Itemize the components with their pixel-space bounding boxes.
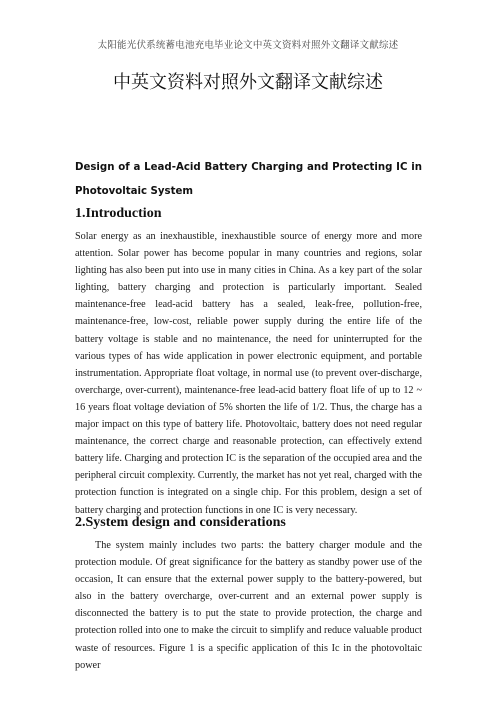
section-paragraph-system-design: The system mainly includes two parts: the battery charger module and the protection module. Of great significance for the battery as standby power use of the occasion, It can ensure that the external power supply to the battery-powered, but also in the battery overcharge, over-current and an external power supply is disconnected the battery is to put the state to provide protection, the charge and protection rolled into one to make the circuit to simplify and reduce valuable product waste of resources. Figure 1 is a specific application of this Ic in the photovoltaic power [75,540,422,671]
section-paragraph-introduction: Solar energy as an inexhaustible, inexhaustible source of energy more and more attention. Solar power has become popular in many countries and regions, solar lighting has also been put into use in many cities in China. As a key part of the solar lighting, battery charging and protection is particularly important. Sealed maintenance-free lead-acid battery has a sealed, leak-free, pollution-free, maintenance-free, low-cost, reliable power supply during the entire life of the battery voltage is stable and no maintenance, the need for uninterrupted for the various types of has wide application in power electronic equipment, and portable instrumentation. Appropriate float voltage, in normal use (to prevent over-discharge, overcharge, over-current), maintenance-free lead-acid battery float life of up to 12 ~ 16 years float voltage deviation of 5% shorten the life of 1/2. Thus, the charge has a major impact on this type of battery life. Photovoltaic, battery does not need regular maintenance, the correct charge and reasonable protection, can effectively extend battery life. Charging and protection IC is the separation of the occupied area and the peripheral circuit complexity. Currently, the market has not yet real, charged with the protection function is integrated on a single chip. For this problem, design a set of battery charging and protection functions in one IC is very necessary. [75,231,422,516]
running-header: 太阳能光伏系统蓄电池充电毕业论文中英文资料对照外文翻译文献综述 [97,40,399,51]
section-heading-introduction: 1.Introduction [75,206,162,221]
paper-title: Design of a Lead-Acid Battery Charging and Protecting IC in Photovoltaic System [75,162,422,197]
document-title: 中英文资料对照外文翻译文献综述 [113,72,383,93]
section-heading-system-design: 2.System design and considerations [75,515,286,530]
